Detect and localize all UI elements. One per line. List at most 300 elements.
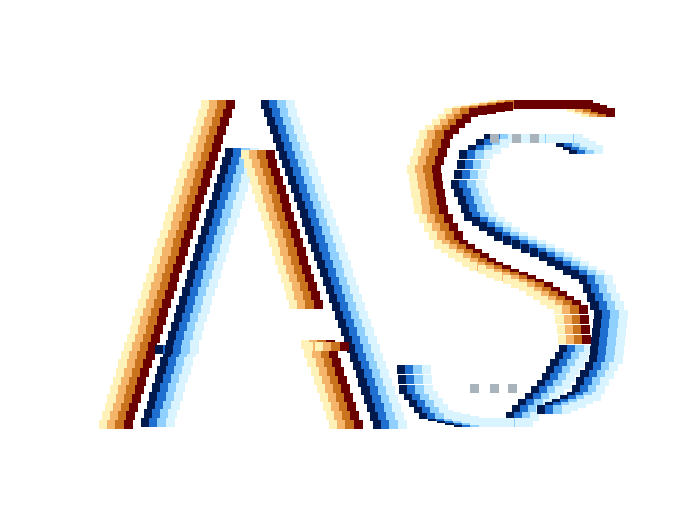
letter-a-left-outer [168,282,177,291]
letter-a-left-inner [163,401,172,410]
letter-a-left-inner [225,148,234,157]
letter-a-right-inner-upper [277,185,286,194]
letter-s-bottom-inner [583,284,592,293]
letter-a-right-outer [291,117,300,126]
letter-s-bottom-outer [515,418,524,427]
letter-a-left-outer [116,368,125,377]
letter-a-crossbar-left [190,345,199,354]
letter-a-right-outer [326,285,335,294]
letter-a-right-inner-upper [294,265,303,274]
letter-a-right-inner-lower [325,384,334,393]
letter-s-mid-inner [477,204,486,213]
letter-a-left-outer [162,247,171,256]
letter-a-left-inner [231,157,240,166]
letter-a-right-inner-upper [292,282,301,291]
letter-s-top-inner [484,150,493,159]
letter-a-right-outer [307,184,316,193]
letter-s-mid-outer [433,173,442,182]
letter-a-left-outer [129,403,138,412]
letter-s-mid-outer [432,165,441,174]
letter-a-left-inner [182,287,191,296]
letter-a-left-inner [206,261,215,270]
letter-s-mid-inner [463,188,472,197]
letter-s-bottom-outer [399,385,408,394]
letter-a-right-outer [261,100,270,109]
letter-a-left-inner [198,235,207,244]
letter-a-right-inner-lower [336,393,345,402]
letter-a-right-inner-lower [354,420,363,429]
letter-s-mid-outer [417,173,426,182]
letter-a-left-inner [193,331,202,340]
letter-a-left-outer [206,135,215,144]
letter-s-mid-inner [454,188,463,197]
letter-a-left-inner [212,244,221,253]
letter-a-right-outer [269,100,278,109]
letter-a-left-inner [222,157,231,166]
letter-a-right-outer [275,117,284,126]
letter-a-right-outer [285,167,294,176]
letter-a-crossbar-right [305,342,314,351]
letter-a-right-outer [282,159,291,168]
letter-a-right-inner-upper [283,256,292,265]
letter-a-left-outer [132,342,141,351]
letter-s-bottom-outer [422,365,431,374]
letter-a-left-inner [236,192,245,201]
letter-a-right-outer [356,369,365,378]
letter-a-left-outer [137,377,146,386]
letter-a-right-inner-lower [333,384,342,393]
letter-s-bottom-inner [553,405,562,414]
letter-s-mid-outer [418,181,427,190]
letter-s-spine-outer [572,315,581,324]
letter-a-right-outer [331,277,340,286]
letter-a-right-outer [383,378,392,387]
letter-a-right-inner-upper [252,159,261,168]
letter-a-left-outer [146,299,155,308]
letter-a-right-outer [370,412,379,421]
letter-s-accent-pixel [490,134,499,143]
letter-s-top-outer [540,100,549,109]
letter-a-left-outer [168,256,177,265]
letter-a-right-outer [362,319,371,328]
letter-a-right-outer [384,403,393,412]
letter-a-right-outer [333,260,342,269]
letter-s-mid-outer [430,205,439,214]
letter-s-bottom-inner [579,275,588,284]
letter-a-left-outer [146,351,155,360]
letter-a-right-inner-upper [286,265,295,274]
letter-a-left-outer [195,195,204,204]
letter-s-spine-outer [570,305,579,314]
letter-a-left-inner [149,392,158,401]
letter-a-left-inner [168,409,177,418]
letter-s-mid-inner [464,212,473,221]
letter-a-right-inner-lower [320,393,329,402]
letter-a-right-inner-upper [275,229,284,238]
letter-a-right-outer [324,209,333,218]
letter-a-right-outer [367,403,376,412]
letter-a-left-inner [187,270,196,279]
letter-a-right-outer [305,201,314,210]
letter-s-top-inner [470,170,479,179]
letter-a-right-inner-upper [269,212,278,221]
letter-a-right-outer [329,294,338,303]
letter-s-mid-inner [451,180,460,189]
letter-a-left-outer [214,135,223,144]
letter-a-left-outer [171,195,180,204]
letter-s-top-outer [416,139,425,148]
letter-s-spine-outer [564,315,573,324]
letter-a-left-outer [143,308,152,317]
letter-s-mid-outer [478,265,487,274]
letter-a-left-inner [195,296,204,305]
letter-a-left-inner [233,148,242,157]
letter-a-right-inner-upper [288,221,297,230]
letter-a-left-inner [206,235,215,244]
letter-s-mid-inner [494,232,503,241]
letter-a-right-inner-upper [272,221,281,230]
letter-a-left-inner [231,209,240,218]
letter-s-top-outer [504,102,513,111]
letter-a-right-inner-upper [269,185,278,194]
letter-a-right-inner-upper [297,300,306,309]
letter-a-left-inner [166,418,175,427]
letter-a-right-inner-upper [291,256,300,265]
letter-a-left-inner [168,331,177,340]
letter-s-top-outer [496,103,505,112]
letter-a-right-outer [372,395,381,404]
letter-a-left-outer [138,325,147,334]
letter-a-left-outer [220,117,229,126]
letter-a-left-outer [217,126,226,135]
letter-s-bottom-inner [617,328,626,337]
letter-s-bottom-inner [609,362,618,371]
letter-a-left-outer [179,169,188,178]
letter-a-left-outer [209,152,218,161]
letter-a-left-inner [171,374,180,383]
letter-a-left-inner [174,313,183,322]
letter-a-left-inner [157,392,166,401]
letter-s-top-inner [462,170,471,179]
letter-a-right-outer [332,302,341,311]
letter-s-bottom-inner [599,301,608,310]
letter-a-right-inner-upper [266,150,275,159]
letter-a-left-outer [151,308,160,317]
letter-s-bottom-inner [615,301,624,310]
letter-a-right-outer [345,294,354,303]
letter-s-mid-inner [512,240,521,249]
letter-a-right-inner-upper [278,238,287,247]
letter-a-right-outer [355,344,364,353]
letter-s-bottom-inner [600,377,609,386]
letter-a-crossbar-right [340,342,349,351]
letter-s-accent-pixel [512,134,521,143]
letter-a-right-inner-upper [282,203,291,212]
letter-s-bottom-inner [604,275,613,284]
letter-a-left-inner [147,401,156,410]
letter-a-left-inner [231,183,240,192]
letter-a-right-outer [360,336,369,345]
letter-a-left-outer [212,143,221,152]
letter-a-left-inner [209,200,218,209]
letter-a-right-outer [267,117,276,126]
letter-a-right-outer [353,361,362,370]
letter-a-right-outer [302,218,311,227]
letter-a-right-outer [350,285,359,294]
letter-a-right-inner-upper [288,247,297,256]
letter-a-right-inner-upper [272,194,281,203]
letter-a-right-outer [347,277,356,286]
letter-s-mid-outer [511,279,520,288]
letter-a-left-inner [201,226,210,235]
letter-a-left-outer [182,161,191,170]
letter-a-left-outer [179,247,188,256]
letter-a-left-outer [174,186,183,195]
letter-a-left-outer [105,403,114,412]
letter-a-left-outer [179,195,188,204]
letter-a-left-inner [212,192,221,201]
letter-a-left-inner [141,418,150,427]
letter-s-spine-outer [555,315,564,324]
letter-a-right-outer [365,327,374,336]
letter-a-right-inner-upper [280,247,289,256]
letter-s-top-inner [454,170,463,179]
letter-s-bottom-outer [398,375,407,384]
letter-a-left-outer [223,109,232,118]
letter-s-bottom-outer [505,418,514,427]
letter-a-left-outer [126,385,135,394]
letter-a-left-outer [160,282,169,291]
letter-a-right-inner-lower [327,367,336,376]
letter-s-mid-outer [434,181,443,190]
letter-a-left-outer [146,273,155,282]
letter-a-right-outer [302,193,311,202]
letter-a-right-inner-upper [289,274,298,283]
letter-a-left-outer [198,109,207,118]
letter-a-left-inner [174,366,183,375]
letter-a-left-outer [173,212,182,221]
letter-a-right-outer [392,403,401,412]
letter-a-left-outer [168,204,177,213]
letter-s-mid-outer [426,181,435,190]
letter-a-right-outer [300,142,309,151]
letter-a-crossbar-left [155,345,164,354]
letter-a-right-outer [367,378,376,387]
letter-a-right-inner-upper [294,238,303,247]
letter-a-right-outer [343,311,352,320]
letter-a-right-outer [312,176,321,185]
letter-a-left-outer [135,359,144,368]
letter-a-left-outer [127,334,136,343]
letter-a-right-outer [363,344,372,353]
letter-s-mid-outer [503,275,512,284]
letter-a-right-outer [291,184,300,193]
letter-s-bottom-inner [598,346,607,355]
letter-a-right-outer [316,235,325,244]
letter-a-right-inner-upper [277,212,286,221]
letter-a-left-outer [129,351,138,360]
letter-s-mid-inner [467,180,476,189]
letter-s-spine-outer [581,325,590,334]
letter-s-top-outer [435,130,444,139]
letter-s-bottom-inner [611,293,620,302]
letter-s-mid-outer [414,205,423,214]
letter-a-right-inner-lower [337,420,346,429]
letter-s-top-inner [481,160,490,169]
letter-a-left-outer [176,230,185,239]
letter-a-right-outer [286,100,295,109]
letter-a-left-outer [124,342,133,351]
letter-s-bottom-outer [497,418,506,427]
letter-s-top-outer [478,106,487,115]
letter-s-bottom-inner [603,293,612,302]
letter-a-right-outer [378,412,387,421]
letter-a-left-outer [176,178,185,187]
letter-a-left-inner [195,322,204,331]
letter-a-left-inner [166,366,175,375]
letter-a-left-outer [184,230,193,239]
letter-a-right-outer [297,134,306,143]
letter-s-top-outer [413,148,422,157]
letter-a-left-outer [137,351,146,360]
letter-a-left-outer [190,186,199,195]
letter-s-mid-inner [459,180,468,189]
letter-s-mid-outer [436,189,445,198]
letter-a-right-outer [359,311,368,320]
letter-a-left-inner [228,192,237,201]
letter-a-left-outer [107,394,116,403]
letter-a-right-outer [299,184,308,193]
letter-s-bottom-inner [591,284,600,293]
letter-a-crossbar-left [181,345,190,354]
letter-s-bottom-inner [610,310,619,319]
letter-a-right-inner-upper [261,185,270,194]
letter-s-mid-outer [449,223,458,232]
letter-a-left-inner [217,253,226,262]
letter-s-top-outer [522,100,531,109]
letter-s-mid-inner [469,204,478,213]
letter-a-left-inner [225,200,234,209]
letter-a-right-outer [284,142,293,151]
letter-s-mid-inner [539,252,548,261]
letter-a-right-outer [368,336,377,345]
letter-s-mid-inner [476,180,485,189]
letter-a-left-inner [220,244,229,253]
letter-s-top-outer [531,100,540,109]
letter-a-right-inner-lower [314,376,323,385]
letter-a-right-inner-upper [283,229,292,238]
letter-a-left-outer [201,152,210,161]
letter-s-bottom-outer [407,385,416,394]
letter-a-right-inner-lower [347,402,356,411]
letter-s-top-outer [444,130,453,139]
letter-a-right-outer [311,243,320,252]
letter-a-left-outer [182,212,191,221]
letter-a-right-inner-lower [350,411,359,420]
letter-a-right-outer [342,260,351,269]
letter-a-left-outer [110,411,119,420]
letter-a-crossbar-right [315,342,324,351]
letter-s-bottom-inner [601,319,610,328]
letter-a-left-inner [212,218,221,227]
letter-s-bottom-inner [600,328,609,337]
letter-s-bottom-outer [415,385,424,394]
letter-a-left-outer [157,290,166,299]
letter-s-accent-pixel [470,384,479,393]
letter-a-left-inner [152,409,161,418]
letter-a-left-inner [176,357,185,366]
letter-a-left-outer [187,221,196,230]
letter-a-left-outer [165,238,174,247]
letter-a-left-inner [193,279,202,288]
letter-a-right-outer [369,361,378,370]
letter-s-mid-outer [454,231,463,240]
letter-a-left-outer [113,377,122,386]
letter-s-spine-outer [579,305,588,314]
letter-a-right-outer [340,302,349,311]
letter-a-right-inner-upper [305,274,314,283]
letter-a-left-outer [154,325,163,334]
letter-a-left-inner [233,174,242,183]
letter-a-right-outer [361,361,370,370]
letter-a-right-outer [272,108,281,117]
letter-a-right-outer [342,285,351,294]
letter-a-right-inner-upper [257,150,266,159]
letter-a-left-inner [193,253,202,262]
letter-a-left-outer [160,230,169,239]
letter-a-right-outer [389,395,398,404]
letter-a-left-outer [135,385,144,394]
letter-a-crossbar-right [331,342,340,351]
letter-a-right-outer [334,285,343,294]
letter-s-mid-outer [410,181,419,190]
letter-a-left-outer [160,256,169,265]
letter-s-mid-inner [547,257,556,266]
letter-a-left-inner [220,165,229,174]
letter-s-top-inner [555,134,564,143]
letter-a-left-inner [157,418,166,427]
letter-s-mid-inner [474,196,483,205]
letter-a-right-inner-upper [314,300,323,309]
letter-s-mid-outer [415,165,424,174]
letter-a-left-inner [198,287,207,296]
letter-a-left-outer [138,299,147,308]
letter-a-right-outer [364,369,373,378]
letter-a-left-outer [190,212,199,221]
letter-a-left-inner [220,218,229,227]
letter-s-spine-outer [580,315,589,324]
letter-s-bottom-outer [405,365,414,374]
letter-a-right-outer [354,319,363,328]
letter-a-right-outer [290,159,299,168]
letter-a-right-inner-lower [331,402,340,411]
letter-a-right-outer [323,277,332,286]
letter-a-right-inner-upper [255,168,264,177]
letter-a-right-inner-upper [263,168,272,177]
letter-a-left-outer [195,169,204,178]
letter-a-left-outer [116,394,125,403]
letter-s-mid-outer [429,231,438,240]
letter-s-mid-outer [440,223,449,232]
letter-a-left-outer [107,420,116,429]
letter-a-left-outer [187,143,196,152]
letter-a-right-inner-upper [266,176,275,185]
letter-a-right-inner-upper [280,194,289,203]
letter-a-left-inner [168,357,177,366]
letter-a-right-outer [325,260,334,269]
letter-s-mid-inner [521,244,530,253]
letter-a-left-outer [179,221,188,230]
